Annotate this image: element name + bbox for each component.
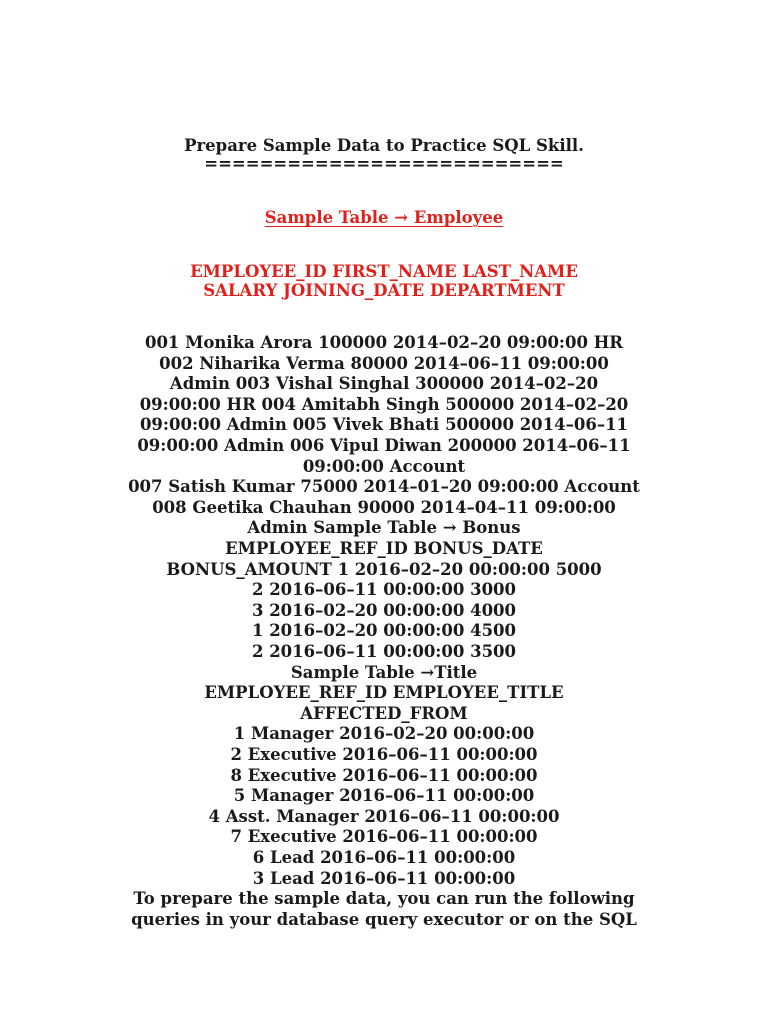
body-line: AFFECTED_FROM [300, 703, 468, 723]
body-line: 5 Manager 2016–06–11 00:00:00 [233, 786, 535, 806]
body-line: 7 Executive 2016–06–11 00:00:00 [230, 827, 538, 847]
body-line: EMPLOYEE_REF_ID EMPLOYEE_TITLE [204, 683, 564, 703]
columns-line-2: SALARY JOINING_DATE DEPARTMENT [203, 281, 565, 300]
body-line: 2 2016–06–11 00:00:00 3000 [251, 580, 517, 600]
body-line: 002 Niharika Verma 80000 2014–06–11 09:00:00 [159, 353, 609, 373]
body-line: 09:00:00 Account [302, 456, 466, 476]
body-line: Admin Sample Table → Bonus [247, 518, 521, 538]
columns-line-1: EMPLOYEE_ID FIRST_NAME LAST_NAME [190, 262, 578, 281]
title-rule: ========================== [204, 154, 564, 173]
body-line: 09:00:00 HR 004 Amitabh Singh 500000 2014–02–20 [139, 394, 629, 414]
body-line: 09:00:00 Admin 006 Vipul Diwan 200000 2014–06–11 [137, 436, 631, 455]
body-line: 8 Executive 2016–06–11 00:00:00 [230, 765, 538, 785]
body-line: queries in your database query executor or on the SQL [131, 909, 637, 929]
body-line: BONUS_AMOUNT 1 2016–02–20 00:00:00 5000 [166, 559, 602, 579]
body-line: 6 Lead 2016–06–11 00:00:00 [252, 848, 516, 867]
body-line: 3 2016–02–20 00:00:00 4000 [251, 600, 517, 620]
body-line: 001 Monika Arora 100000 2014–02–20 09:00:00 HR [144, 333, 624, 352]
document-title: Prepare Sample Data to Practice SQL Skill. [184, 136, 584, 155]
body-line: 1 Manager 2016–02–20 00:00:00 [233, 724, 535, 744]
body-line: 09:00:00 Admin 005 Vivek Bhati 500000 2014–06–11 [139, 415, 629, 435]
body-line: 2 2016–06–11 00:00:00 3500 [251, 642, 517, 661]
body-line: 4 Asst. Manager 2016–06–11 00:00:00 [208, 806, 560, 826]
body-line: Admin 003 Vishal Singhal 300000 2014–02–20 [169, 374, 599, 394]
body-line: 1 2016–02–20 00:00:00 4500 [251, 621, 517, 641]
body-line: To prepare the sample data, you can run the following [133, 889, 635, 909]
section-heading-employee: Sample Table → Employee [264, 208, 504, 227]
body-line: EMPLOYEE_REF_ID BONUS_DATE [225, 539, 543, 558]
body-line: Sample Table →Title [290, 662, 478, 682]
body-line: 007 Satish Kumar 75000 2014–01–20 09:00:00 Account [128, 477, 640, 497]
body-line: 008 Geetika Chauhan 90000 2014–04–11 09:00:00 [152, 497, 616, 517]
body-line: 2 Executive 2016–06–11 00:00:00 [230, 745, 538, 764]
body-line: 3 Lead 2016–06–11 00:00:00 [252, 868, 516, 888]
